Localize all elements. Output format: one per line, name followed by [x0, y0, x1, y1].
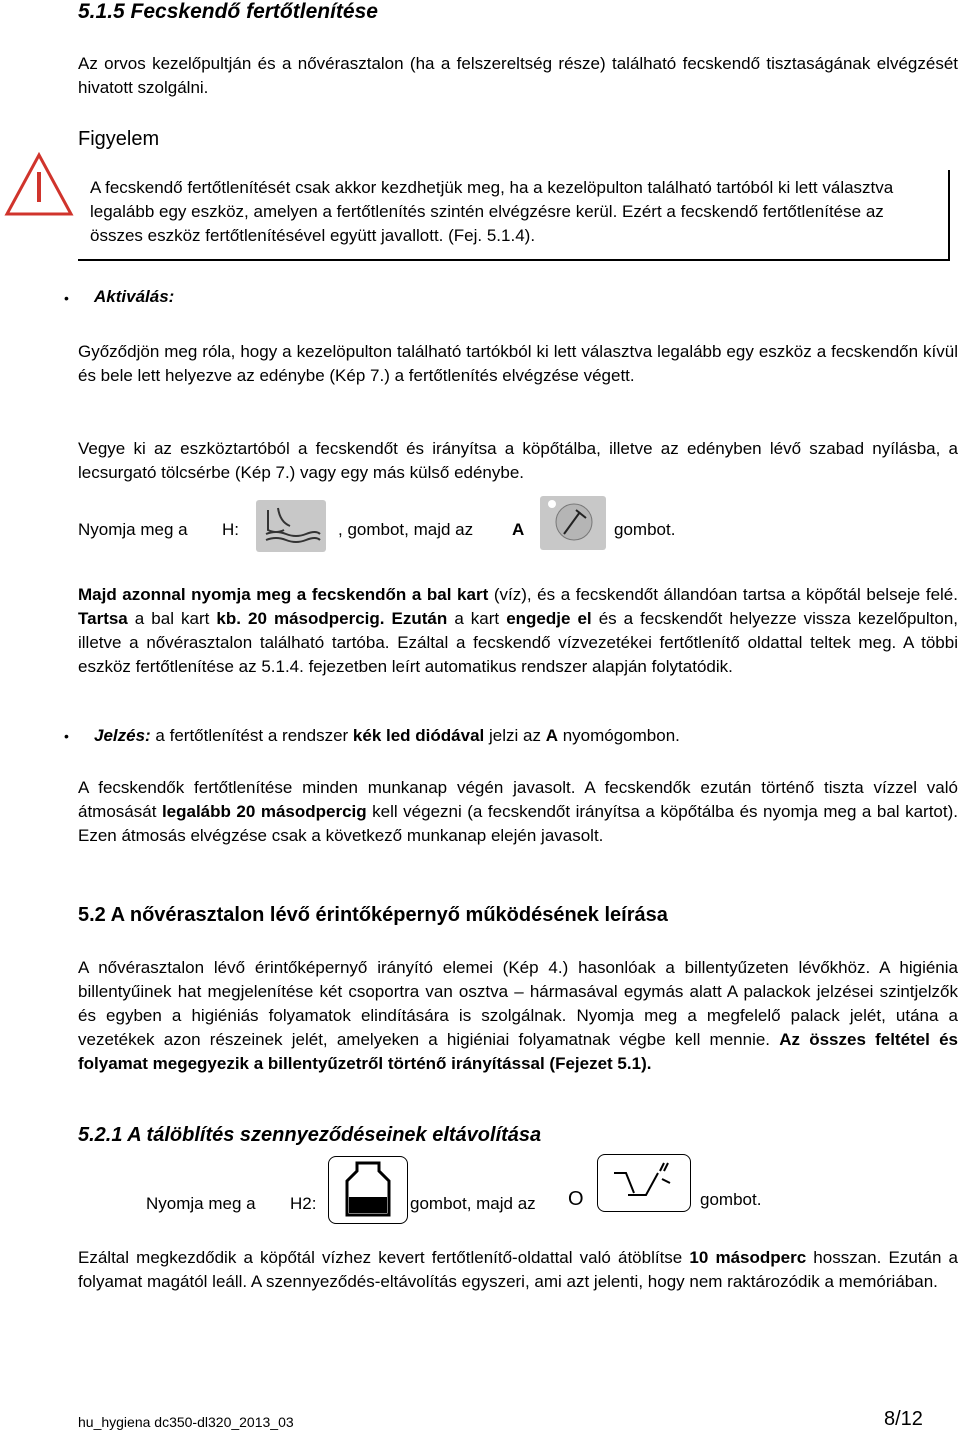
gomb-text-2: gombot.: [700, 1190, 762, 1209]
spittoon-icon: [598, 1155, 690, 1211]
text: A fecskendők fertőtlenítése minden munkanap végén javasolt. A fecskendők ezután történő tiszta vízzel való átmosását: [78, 778, 958, 821]
bold-text: legalább 20 másodpercig: [161, 802, 367, 821]
bottle-level-icon: [329, 1157, 407, 1223]
text: jelzi az: [484, 726, 546, 745]
o-label: O: [568, 1188, 584, 1210]
text: Ezáltal megkezdődik a köpőtál vízhez kevert fertőtlenítő-oldattal való átöblítse: [78, 1248, 690, 1267]
signal-line: [94, 724, 954, 748]
then-text: , gombot, majd az: [338, 520, 474, 539]
syringe-dial-icon: [540, 496, 606, 550]
signal-label: Jelzés:: [94, 726, 151, 745]
bold-text: Ezután: [391, 609, 448, 628]
text: [385, 609, 392, 628]
activation-label: Aktiválás:: [94, 287, 175, 306]
bold-text: 10 másodperc: [689, 1248, 807, 1267]
h-button[interactable]: [256, 500, 326, 552]
bold-text: Tartsa: [78, 609, 128, 628]
page-number: 8/12: [884, 1408, 923, 1430]
bold-text: kb. 20 másodpercig.: [216, 609, 385, 628]
text: nyomógombon.: [557, 726, 680, 745]
warning-box: [78, 170, 950, 261]
warning-text: A fecskendő fertőtlenítését csak akkor kezdhetjük meg, ha a kezelöpulton található tartóból ki lett választva legalább egy eszköz, amelyen a fertőtlenítés szintén elvégzésre kerül. Ezért a fecskendő fertőtlenítése az összes eszköz fertőtlenítésével együtt javallott. (Fej. 5.1.4).: [90, 178, 894, 245]
bold-text: Az összes feltétel és folyamat megegyezik a billentyűzetről történő irányítással (Fejezet 5.1).: [78, 1030, 958, 1073]
gomb-text: gombot.: [614, 520, 676, 539]
text: (víz), és a fecskendőt állandóan tartsa a köpőtál belseje felé.: [488, 585, 958, 604]
intro-paragraph: Az orvos kezelőpultján és a nővérasztalon (ha a felszereltség része) található fecskendő tisztaságának elvégzését hivatott szolgálni.: [78, 54, 958, 97]
section-521-title: 5.2.1 A tálöblítés szennyeződéseinek eltávolítása: [78, 1124, 542, 1146]
activation-paragraph-1: Győződjön meg róla, hogy a kezelöpulton található tartókból ki lett választva legalább egy eszköz a fecskendőn kívül és bele lett helyezve az edénybe (Kép 7.) a fertőtlenítés elvégzése végett.: [78, 342, 958, 385]
text: és a fecskendőt helyezze vissza kezelőpulton, illetve a nővérasztalon található tartóba. Ezáltal a fecskendő vízvezetékei fertőtlenítő oldattal teltek meg. A többi eszköz fertőtlenítése az 5.1.4. fejezetben leírt automatikus rendszer alapján folytatódik.: [78, 609, 959, 676]
h2-button[interactable]: [328, 1156, 408, 1224]
section-52-paragraph: [78, 956, 958, 1076]
warning-heading: Figyelem: [78, 128, 160, 150]
daily-paragraph: [78, 776, 958, 848]
press-text: Nyomja meg a: [78, 520, 188, 539]
text: a kart: [447, 609, 507, 628]
text: hosszan. Ezután a folyamat magától leáll. A szennyeződés-eltávolítás egyszeri, ami azt jelenti, hogy nem raktározódik a memóriában.: [78, 1248, 959, 1291]
text: A nővérasztalon lévő érintőképernyő irányító elemei (Kép 4.) hasonlóak a billentyűzeten lévőkhöz. A higiénia billentyűinek hat megjelenítése két csoportra van osztva – hármasával egymás alatt A palackok jelzései szintjelzők és egyben a higiéniás folyamatok elindítására is szolgálnak. Nyomja meg a megfelelő palack jelét, utána a vezetékek azon részeinek jelét, amelyeken a higiéniai folyamatnak végbe kell mennie.: [78, 958, 958, 1049]
water-flow-icon: [256, 500, 326, 552]
activation-paragraph-2: Vegye ki az eszköztartóból a fecskendőt és irányítsa a köpőtálba, illetve az edényben lévő szabad nyílásba, a lecsurgató tölcsérbe (Kép 7.) vagy egy más külső edénybe.: [78, 439, 958, 482]
bold-text: A: [545, 726, 558, 745]
warning-triangle-icon: [4, 152, 74, 218]
h2-label: H2:: [290, 1194, 317, 1213]
text: kell végezni (a fecskendőt irányítsa a köpőtálba és nyomja meg a bal kartot). Ezen átmosás elvégzése csak a következő munkanap elején javasolt.: [78, 802, 958, 845]
a-label: A: [512, 520, 525, 539]
then-text-2: gombot, majd az: [410, 1194, 536, 1213]
activation-paragraph-3: [78, 583, 958, 679]
a-button[interactable]: [540, 496, 606, 550]
o-button[interactable]: [597, 1154, 691, 1212]
section-521-paragraph: [78, 1246, 958, 1294]
press-text-2: Nyomja meg a: [146, 1194, 256, 1213]
bold-text: kék led diódával: [352, 726, 485, 745]
bullet-dot: •: [64, 728, 69, 744]
h-label: H:: [222, 520, 239, 539]
bold-text: engedje el: [506, 609, 592, 628]
text: a bal kart: [127, 609, 217, 628]
footer-doc-id: hu_hygiena dc350-dl320_2013_03: [78, 1414, 294, 1430]
bold-text: Majd azonnal nyomja meg a fecskendőn a bal kart: [78, 585, 489, 604]
section-title: 5.1.5 Fecskendő fertőtlenítése: [78, 0, 378, 23]
text: a fertőtlenítést a rendszer: [150, 726, 353, 745]
section-52-title: 5.2 A nővérasztalon lévő érintőképernyő működésének leírása: [78, 904, 668, 926]
bullet-dot: •: [64, 290, 69, 306]
